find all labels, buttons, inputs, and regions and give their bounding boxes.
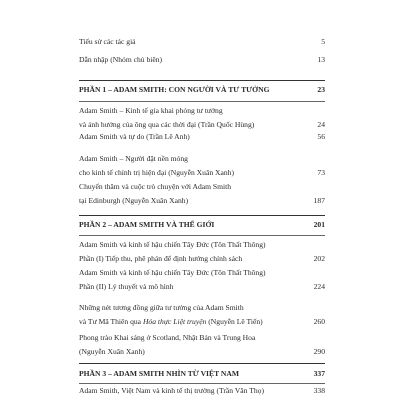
toc-entry-title-line: và ảnh hưởng của ông qua các thời đại (Trần Quốc Hùng) (79, 120, 255, 129)
toc-entry (79, 384, 325, 398)
part-1-heading (79, 85, 325, 94)
part-underline-rule (79, 235, 325, 236)
toc-entry-title-line: Adam Smith và tự do (Trần Lê Anh) (79, 132, 190, 141)
toc-entry-title-line: Adam Smith – Kinh tế gia khai phóng tư tưởng (79, 106, 223, 115)
toc-entry-title-line: Chuyến thăm và cuộc trò chuyện với Adam Smith (79, 182, 232, 191)
book-title-italic: Hóa thực Liệt truyện (142, 317, 207, 326)
part-divider-rule (79, 80, 325, 81)
part-title: PHẦN 1 – ADAM SMITH: CON NGƯỜI VÀ TƯ TƯỞNG (79, 85, 270, 94)
toc-entry-title: Dẫn nhập (Nhóm chủ biên) (79, 55, 163, 64)
toc-entry-title-line: cho kinh tế chính trị hiện đại (Nguyễn Xuân Xanh) (79, 168, 234, 177)
toc-entry-title-line: (Nguyễn Xuân Xanh) (79, 347, 145, 356)
part-divider-rule (79, 363, 325, 364)
toc-entry-page: 224 (313, 282, 325, 291)
toc-entry-page: 338 (313, 386, 325, 395)
toc-entry-page: 13 (317, 55, 325, 64)
toc-entry-introduction (79, 53, 325, 67)
toc-entry-title-line: Adam Smith, Việt Nam và kinh tế thị trường (Trần Văn Thọ) (79, 386, 264, 395)
toc-entry-title-line: và Tư Mã Thiên qua Hóa thực Liệt truyện (Nguyễn Lê Tiến) (79, 317, 263, 326)
toc-entry (79, 104, 325, 132)
toc-entry-page: 260 (313, 317, 325, 326)
toc-entry (79, 130, 325, 144)
toc-entry (79, 180, 325, 208)
toc-entry-page: 24 (317, 120, 325, 129)
part-3-heading (79, 369, 325, 378)
toc-entry-title-line: Adam Smith và kinh tế hậu chiến Tây Đức (Tôn Thất Thông) (79, 268, 266, 277)
toc-entry-page: 56 (317, 132, 325, 141)
toc-entry-title-line: Những nét tương đồng giữa tư tưởng của Adam Smith (79, 303, 244, 312)
part-title: PHẦN 2 – ADAM SMITH VÀ THẾ GIỚI (79, 220, 215, 229)
part-page: 337 (313, 369, 325, 378)
part-underline-rule (79, 101, 325, 102)
part-page: 201 (313, 220, 325, 229)
toc-entry-page: 290 (313, 347, 325, 356)
toc-entry-title-line: Phần (II) Lý thuyết và mô hình (79, 282, 174, 291)
toc-entry (79, 152, 325, 180)
toc-entry-page: 187 (313, 196, 325, 205)
toc-entry-title-line: Adam Smith – Người đặt nền móng (79, 154, 188, 163)
part-title: PHẦN 3 – ADAM SMITH NHÌN TỪ VIỆT NAM (79, 369, 240, 378)
toc-entry-title-line: Phong trào Khai sáng ở Scotland, Nhật Bản và Trung Hoa (79, 333, 256, 342)
toc-entry-title-line: Phần (I) Tiếp thu, phê phán để định hướng chính sách (79, 254, 243, 263)
toc-entry (79, 331, 325, 359)
toc-entry-author-bios (79, 35, 325, 49)
toc-entry-page: 202 (313, 254, 325, 263)
toc-entry (79, 266, 325, 294)
toc-entry-title-line: tại Edinburgh (Nguyễn Xuân Xanh) (79, 196, 189, 205)
toc-entry-title: Tiểu sử các tác giả (79, 37, 136, 46)
toc-entry (79, 238, 325, 266)
part-page: 23 (317, 85, 325, 94)
toc-entry-page: 5 (321, 37, 325, 46)
part-2-heading (79, 220, 325, 229)
toc-entry (79, 301, 325, 329)
toc-entry-title-line: Adam Smith và kinh tế hậu chiến Tây Đức (Tôn Thất Thông) (79, 240, 266, 249)
part-divider-rule (79, 215, 325, 216)
toc-entry-page: 73 (317, 168, 325, 177)
